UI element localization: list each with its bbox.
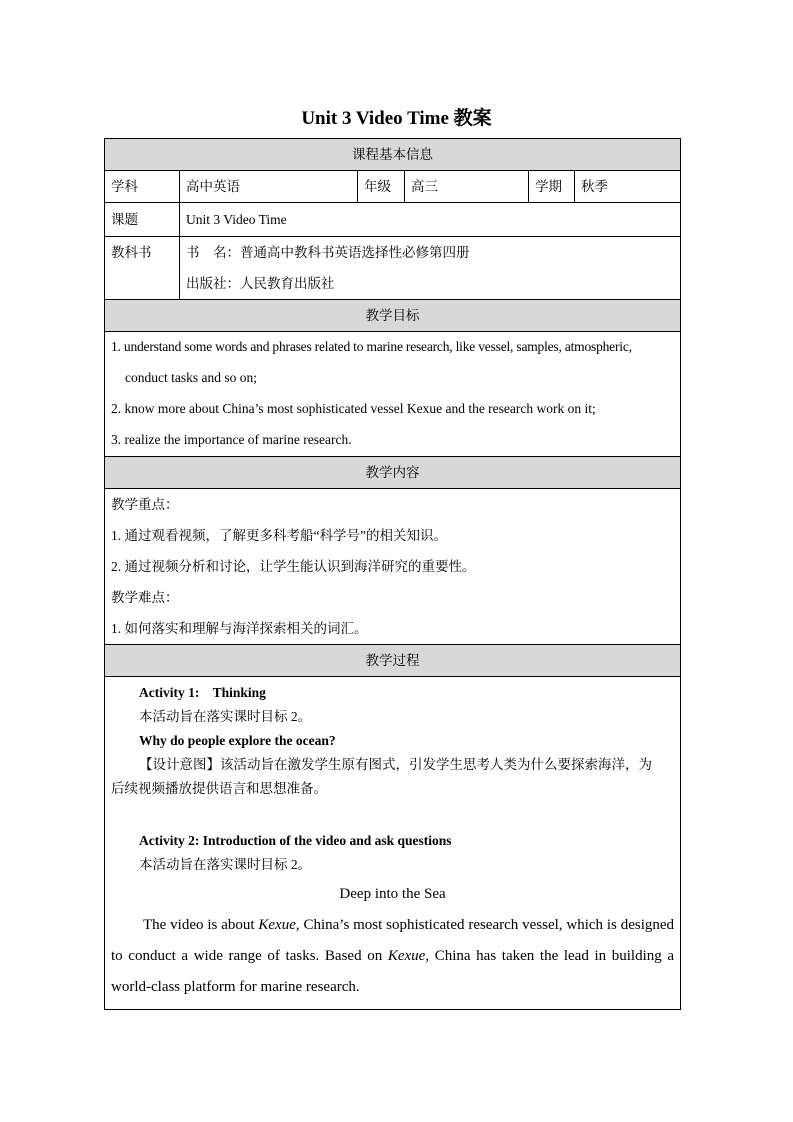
vessel-name-1: Kexue	[258, 917, 296, 933]
textbook-label: 教科书	[111, 245, 152, 260]
goal-1-line-2: conduct tasks and so on;	[125, 370, 257, 385]
topic-row	[105, 203, 681, 237]
process-row	[105, 677, 681, 1010]
video-text-3: , China has taken the lead in building a world-class platform for marine research.	[111, 948, 675, 995]
video-description	[111, 910, 674, 1003]
activity-2-aim: 本活动旨在落实课时目标 2。	[139, 857, 312, 872]
textbook-row	[105, 237, 681, 300]
subject-row	[105, 171, 681, 203]
process-header-row	[105, 645, 681, 677]
activity-2-title: Activity 2: Introduction of the video and ask questions	[139, 833, 452, 848]
textbook-value-cell	[180, 237, 681, 300]
video-title: Deep into the Sea	[339, 886, 446, 902]
textbook-label-cell	[105, 237, 180, 300]
goals-row	[105, 332, 681, 457]
subject-value: 高中英语	[180, 171, 358, 203]
activity-1-design-line-1: 【设计意图】该活动旨在激发学生原有图式，引发学生思考人类为什么要探索海洋，为	[139, 757, 652, 772]
key-point-1: 1. 通过观看视频，了解更多科考船“科学号”的相关知识。	[111, 528, 447, 543]
subject-label: 学科	[105, 171, 180, 203]
activity-1-title: Activity 1: Thinking	[139, 685, 266, 700]
term-value: 秋季	[575, 171, 681, 203]
goals-cell	[105, 332, 681, 457]
goal-1-line-1: 1. understand some words and phrases related to marine research, like vessel, samples, atmospheric,	[111, 339, 632, 354]
activity-1-question: Why do people explore the ocean?	[139, 733, 336, 748]
key-point-2: 2. 通过视频分析和讨论，让学生能认识到海洋研究的重要性。	[111, 559, 476, 574]
topic-value: Unit 3 Video Time	[180, 203, 681, 237]
process-cell	[105, 677, 681, 1010]
video-text-1: The video is about	[143, 917, 259, 933]
topic-label: 课题	[105, 203, 180, 237]
process-header: 教学过程	[105, 645, 681, 677]
lesson-plan-table	[104, 138, 681, 1010]
grade-value: 高三	[405, 171, 529, 203]
page-title: Unit 3 Video Time 教案	[301, 108, 492, 129]
activity-1-design-line-2: 后续视频播放提供语言和思想准备。	[111, 781, 327, 796]
key-points-label: 教学重点：	[111, 497, 179, 512]
content-header: 教学内容	[105, 457, 681, 489]
term-label: 学期	[529, 171, 575, 203]
publisher-line: 出版社：人民教育出版社	[186, 276, 335, 291]
activity-1-aim: 本活动旨在落实课时目标 2。	[139, 709, 312, 724]
content-header-row	[105, 457, 681, 489]
goal-2: 2. know more about China’s most sophisticated vessel Kexue and the research work on it;	[111, 401, 596, 416]
video-text-2: , China’s most sophisticated research vessel, which is designed to conduct a wide range of tasks. Based on	[111, 917, 675, 964]
content-cell	[105, 489, 681, 645]
goals-header: 教学目标	[105, 300, 681, 332]
difficulty-label: 教学难点：	[111, 590, 179, 605]
difficulty-1: 1. 如何落实和理解与海洋探索相关的词汇。	[111, 621, 368, 636]
spacer	[111, 801, 674, 829]
goals-header-row	[105, 300, 681, 332]
goal-3: 3. realize the importance of marine research.	[111, 432, 352, 447]
goal-1	[111, 332, 674, 394]
grade-label: 年级	[358, 171, 405, 203]
content-row	[105, 489, 681, 645]
book-name-line: 书 名：普通高中教科书英语选择性必修第四册	[186, 245, 470, 260]
basic-info-header: 课程基本信息	[105, 139, 681, 171]
basic-info-header-row	[105, 139, 681, 171]
vessel-name-2: Kexue	[387, 948, 426, 964]
